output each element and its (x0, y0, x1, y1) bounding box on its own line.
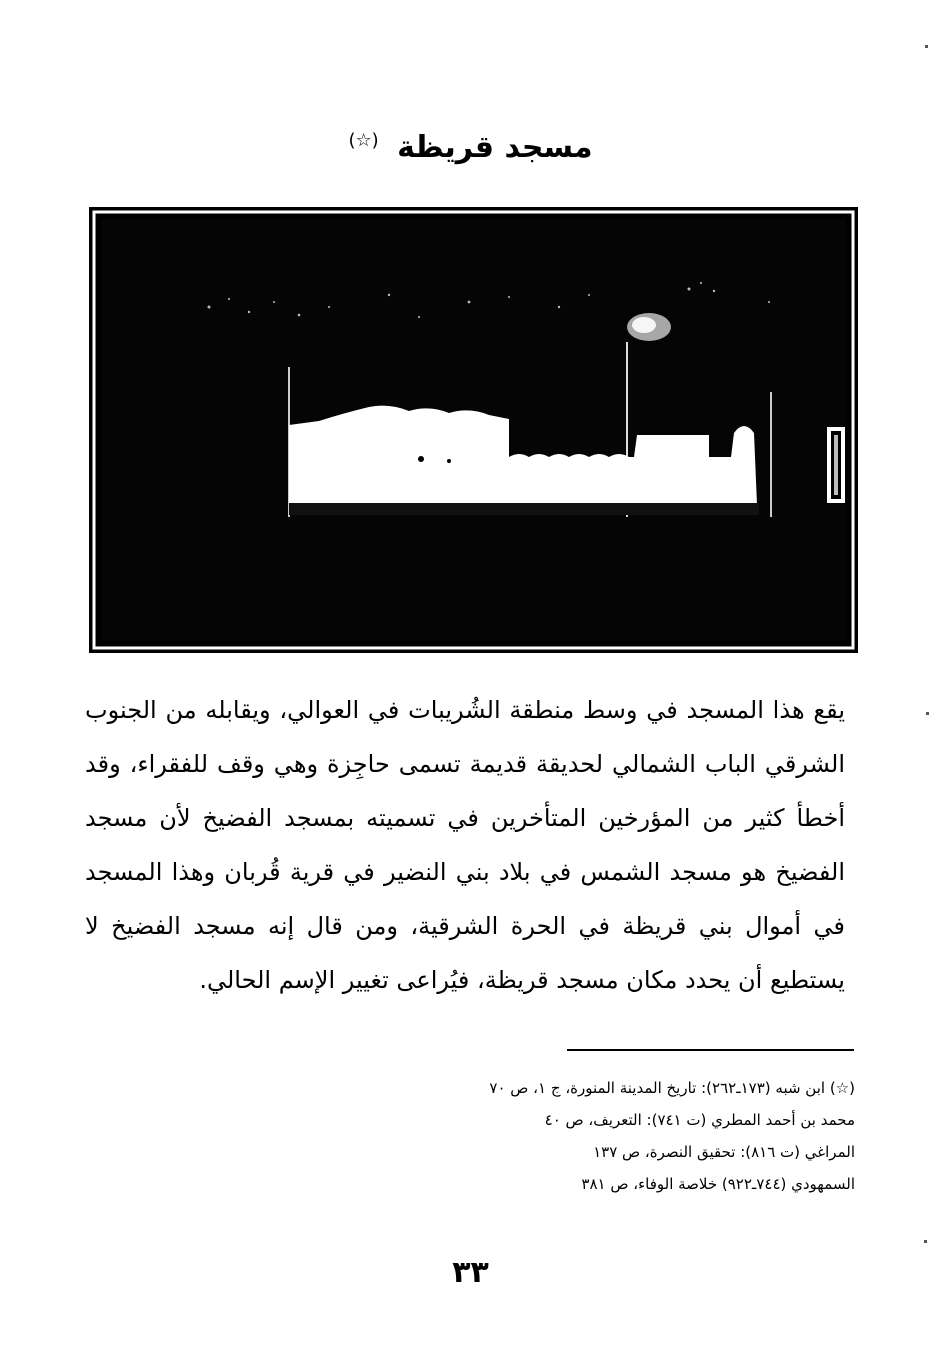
scan-speck (926, 712, 929, 715)
footnote-3: المراغي (ت ٨١٦): تحقيق النصرة، ص ١٣٧ (593, 1143, 855, 1161)
scan-speck (925, 45, 928, 48)
footnotes (295, 1072, 855, 1200)
footnote-1: (☆) ابن شبه (١٧٣ـ٢٦٢): تاريخ المدينة المنورة، ج ١، ص ٧٠ (489, 1079, 855, 1097)
footnote-2: محمد بن أحمد المطري (ت ٧٤١): التعريف، ص ٤٠ (544, 1111, 855, 1129)
footnote-4: السمهودي (٧٤٤ـ٩٢٢) خلاصة الوفاء، ص ٣٨١ (581, 1175, 855, 1193)
page-number: ٣٣ (452, 1255, 489, 1290)
mosque-photo (89, 207, 858, 653)
scan-speck (924, 1240, 927, 1243)
footnote-divider (567, 1049, 854, 1051)
main-paragraph: يقع هذا المسجد في وسط منطقة الشُريبات في العوالي، ويقابله من الجنوب الشرقي الباب الشمالي لحديقة قديمة تسمى حاجِزة وهي وقف للفقراء، وقد أخطأ كثير من المؤرخين المتأخرين في تسميته بمسجد الفضيخ لأن مسجد الفضيخ هو مسجد الشمس في بلاد بني النضير في قرية قُربان وهذا المسجد في أموال بني قريظة في الحرة الشرقية، ومن قال إنه مسجد الفضيخ لا يستطيع أن يحدد مكان مسجد قريظة، فيُراعى تغيير الإسم الحالي. (85, 696, 845, 994)
page-title (0, 130, 941, 165)
title-text: مسجد قريظة (397, 130, 593, 165)
mosque-photo-drawing (89, 207, 858, 653)
title-footnote-mark: (☆) (348, 130, 379, 151)
